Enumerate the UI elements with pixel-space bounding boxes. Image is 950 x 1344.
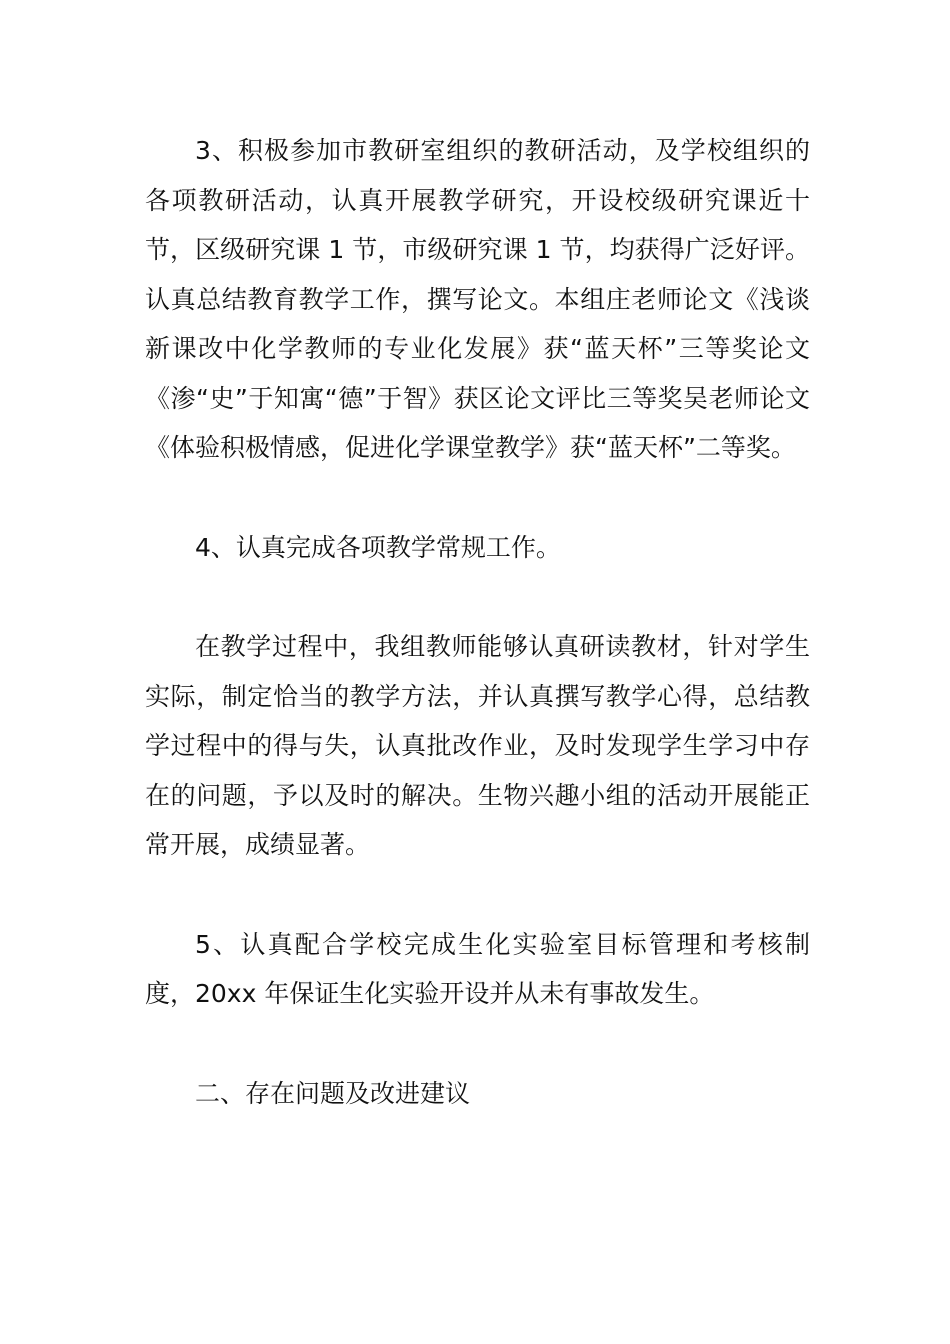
paragraph-lab-management: 5、认真配合学校完成生化实验室目标管理和考核制度，20xx 年保证生化实验开设并从未有事故发生。 [145,929,810,1008]
paragraph-teaching-process: 在教学过程中，我组教师能够认真研读教材，针对学生实际，制定恰当的教学方法，并认真撰写教学心得，总结教学过程中的得与失，认真批改作业，及时发现学生学习中存在的问题，予以及时的解决。生物兴趣小组的活动开展能正常开展，成绩显著。 [145,632,810,859]
section-heading-problems: 二、存在问题及改进建议 [195,1078,471,1108]
paragraph-routine-work-heading: 4、认真完成各项教学常规工作。 [195,532,561,562]
document-body [145,126,810,1118]
paragraph-research-activities: 3、积极参加市教研室组织的教研活动，及学校组织的各项教研活动，认真开展教学研究，开设校级研究课近十节，区级研究课 1 节，市级研究课 1 节，均获得广泛好评。认真总结教育教学工作，撰写论文。本组庄老师论文《浅谈新课改中化学教师的专业化发展》获“蓝天杯”三等奖论文《渗“史”于知寓“德”于智》获区论文评比三等奖吴老师论文《体验积极情感，促进化学课堂教学》获“蓝天杯”二等奖。 [145,136,810,462]
